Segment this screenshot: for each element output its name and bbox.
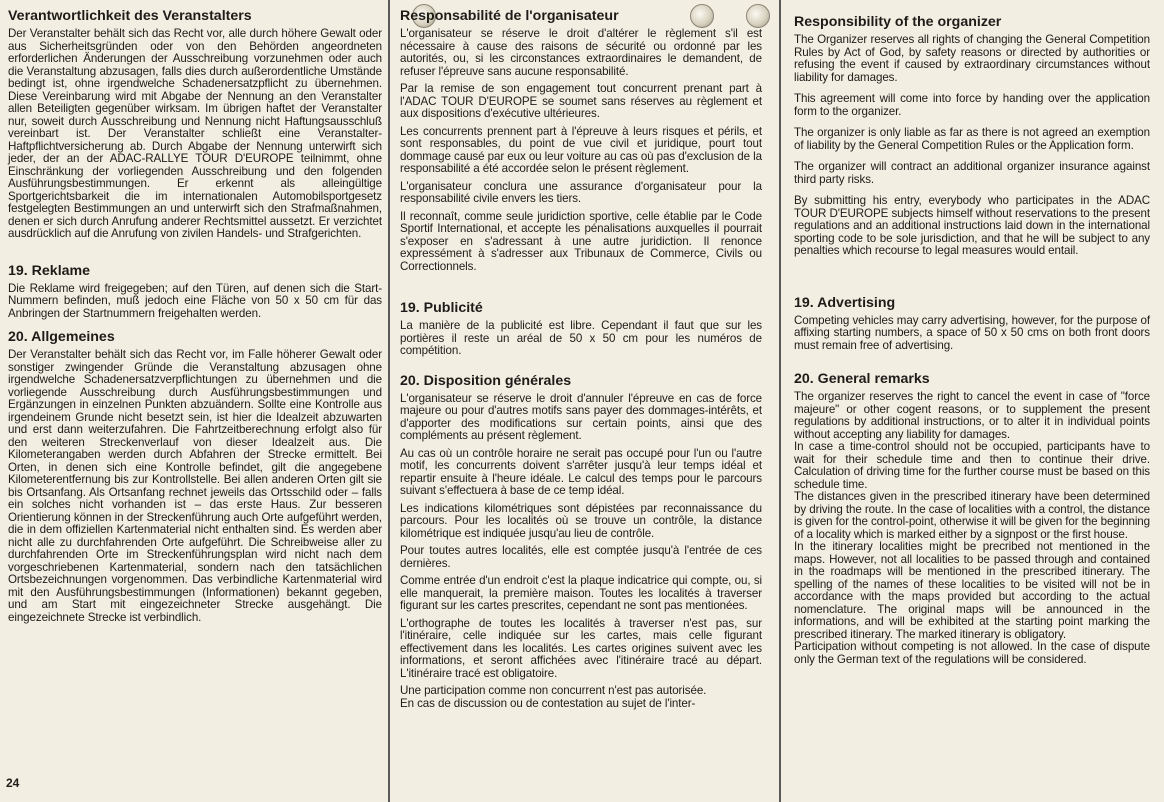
de-heading-general: 20. Allgemeines <box>8 329 115 345</box>
fr-general-p3: Les indications kilométriques sont dépistées par reconnaissance du parcours. Pour les localités où se trouve un contrôle, la distance kilométrique est indiquée jusqu'au lieu de contrôle. <box>400 501 762 540</box>
german-column <box>0 0 388 802</box>
fr-heading-advertising: 19. Publicité <box>400 300 483 316</box>
fr-responsibility-p5: Il reconnaît, comme seule juridiction sportive, celle établie par le Code Sportif International, et accepte les pénalisations auxquelles il pourrait s'exposer en s'adressant à une autre juridiction. Il renonce expressément à s'adresser aux Tribunaux de Commerce, Civils ou Correctionnels. <box>400 209 762 273</box>
en-heading-advertising: 19. Advertising <box>794 294 896 311</box>
fr-general-p5: Comme entrée d'un endroit c'est la plaque indicatrice qui compte, ou, si elle manquerait, la première maison. Toutes les localités à traverser figurant sur les cartes prescrites, cependant ne sont pas mentionées. <box>400 574 762 612</box>
fr-responsibility-p2: Par la remise de son engagement tout concurrent prenant part à l'ADAC TOUR D'EUROPE se soumet sans réserves au règlement et aux dispositions d'exécutive ultérieures. <box>400 82 762 120</box>
fr-responsibility-p3: Les concurrents prennent part à l'épreuve à leurs risques et périls, et sont responsables, du point de vue civil et juridique, pourt tout dommage causé par eux ou leur voiture au cas où pas d'exclusion de la responsabilité a été accordée selon le présent règlement. <box>400 124 762 175</box>
en-heading-general: 20. General remarks <box>794 371 930 387</box>
fr-advertising-text: La manière de la publicité est libre. Cependant il faut que sur les portières il reste un aréal de 50 x 50 cm pour les numéros de compétition. <box>400 319 762 357</box>
fr-responsibility-p4: L'organisateur conclura une assurance d'organisateur pour la responsabilité civile envers les tiers. <box>400 179 762 205</box>
de-advertising-text: Die Reklame wird freigegeben; auf den Türen, auf denen sich die Start-Nummern befinden, muß jedoch eine Fläche von 50 x 50 cm für das Anbringen der Startnummern freigehalten werden. <box>8 281 382 320</box>
en-general-p2: In case a time-control should not be occupied, participants have to wait for their schedule time and then to continue their drive. Calculation of driving time for the further course must be based on this schedule time. <box>794 440 1150 491</box>
english-column <box>780 0 1164 802</box>
en-responsibility-p5: By submitting his entry, everybody who participates in the ADAC TOUR D'EUROPE subjects himself without reservations to the present regulations and an additional instructions laid down in the international sporting code to be sole jurisdiction, and that he will be subject to any penalties which recourse to legal measures would entail. <box>794 194 1150 257</box>
de-heading-advertising: 19. Reklame <box>8 262 91 279</box>
en-general-p3: The distances given in the prescribed itinerary have been determined by driving the route. In the case of localities with a control, the distance is given for the control-point, otherwise it will be given for the beginning of a locality which is marked either by a signpost or the first house. <box>794 490 1150 541</box>
page-number: 24 <box>6 776 20 790</box>
fr-general-p2: Au cas où un contrôle horaire ne serait pas occupé pour l'un ou l'autre motif, les concurrents doivent s'arrêter jusqu'à leur temps idéal et repartir ensuite à l'heure idéale. Le calcul des temps pour le parcours suivant s'effectuera à base de ce temp idéal. <box>400 446 762 497</box>
fr-general-p1: L'organisateur se réserve le droit d'annuler l'épreuve en cas de force majeure ou pour d'autres motifs sans payer des dommages-intérêts, et d'apporter des modifications sur certain points, ainsi que des compléments au présent règlement. <box>400 391 762 442</box>
en-responsibility-p3: The organizer is only liable as far as there is not agreed an exemption of liability by the General Competition Rules or the Application form. <box>794 126 1150 152</box>
de-heading-responsibility: Verantwortlichkeit des Veranstalters <box>8 8 252 24</box>
fr-responsibility-p1: L'organisateur se réserve le droit d'altérer le règlement s'il est nécessaire à cause des raisons de sécurité ou ordonné par les autorités, ou, si les circonstances extraordinaires le demandent, de refuser l'épreuve sans aucune responsabilité. <box>400 27 762 78</box>
fr-general-p4: Pour toutes autres localités, elle est comptée jusqu'à l'entrée de ces dernières. <box>400 544 762 570</box>
en-general-p5: Participation without competing is not allowed. In the case of dispute only the German text of the regulations will be considered. <box>794 640 1150 666</box>
fr-general-p6: L'orthographe de toutes les localités à traverser n'est pas, sur l'itinéraire, celle indiquée sur les cartes, mais celle figurant effectivement dans les localités. Les cartes origines suivent avec les informations, et seront affichées avec l'itinéraire tracé au départ. L'itinéraire tracé est obligatoire. <box>400 616 762 680</box>
french-column <box>388 0 780 802</box>
en-general-p1: The organizer reserves the right to cancel the event in case of "force majeure" or other cogent reasons, or to supplement the present regulations by additional instructions, or to alter it in individual points without accepting any liability for damages. <box>794 390 1150 441</box>
fr-heading-responsibility: Responsabilité de l'organisateur <box>400 8 619 24</box>
en-responsibility-p1: The Organizer reserves all rights of changing the General Competition Rules by Act of God, by safety reasons or directed by authorities or refusing the event if caused by extraordinary circumstances without liability for damages. <box>794 33 1150 84</box>
de-general-text: Der Veranstalter behält sich das Recht vor, im Falle höherer Gewalt oder sonstiger zwingender Gründe die Veranstaltung abzusagen ohne irgendwelche Schadenersatzverpflichtungen zu übernehmen und die vorliegende Ausschreibung durch Ausführungsbestimmungen und Ergänzungen in einzelnen Punkten abzuändern. Sollte eine Kontrolle aus irgendeinem Grunde nicht besetzt sein, ist hier die Idealzeit abzuwarten und erst dann weiterzufahren. Die Fahrtzeitberechnung erfolgt also für den weiteren Streckenverlauf von dieser Idealzeit aus. Die Kilometerangaben werden durch Abfahren der Strecke ermittelt. Bei Orten, in denen sich eine Kontrolle befindet, gilt die angegebene Kilometerentfernung bis zur Kontrollstelle. Bei allen anderen Orten gilt sie bis Ortsanfang. Als Ortsanfang rechnet jeweils das Ortsschild oder – falls ein solches nicht vorhanden ist – das erste Haus. Zur besseren Orientierung können in der Streckenführung auch Orte aufgeführt werden, die in dem offiziellen Kartenmaterial nicht enthalten sind. Es werden aber nicht alle zu durchfahrenden Orte aufgeführt. Die Schreibweise aller zu durchfahrenden Orte im Streckenführungsplan wird nicht nach dem vorgeschriebenen Kartenmaterial, sondern nach den tatsächlichen Ortsbezeichnungen vorgenommen. Das verbindliche Kartenmaterial wird mit den Ausführungsbestimmungen (Informationen) bekannt gegeben, und am Start mit eingezeichneter Strecke ausgehängt. Die eingezeichnete Strecke ist verbindlich. <box>8 348 382 624</box>
en-general-p4: In the itinerary localities might be precribed not mentioned in the maps. However, not all localities to be passed through and contained in the roadmaps will be mentioned in the prescribed itinerary. The spelling of the names of these localities to be visited will not be in accordance with the maps provided but according to the actual nomenclature. The original maps will be announced in the informations, and will be exhibited at the starting point marking the prescribed itinerary. The marked itinerary is obligatory. <box>794 540 1150 641</box>
en-heading-responsibility: Responsibility of the organizer <box>794 14 1002 30</box>
en-responsibility-p2: This agreement will come into force by handing over the application form to the organizer. <box>794 92 1150 118</box>
fr-general-p7: Une participation comme non concurrent n'est pas autorisée. <box>400 684 707 697</box>
fr-heading-general: 20. Disposition générales <box>400 372 572 389</box>
de-responsibility-text: Der Veranstalter behält sich das Recht vor, alle durch höhere Gewalt oder aus Sicherheitsgründen oder von den Behörden angeordneten erforderlichen Änderungen der Ausschreibung vorzunehmen oder auch die Veranstaltung abzusagen, falls dies durch außerordentliche Umstände bedingt ist, ohne irgendwelche Schadenersatzpflicht zu übernehmen. Diese Vereinbarung wird mit Abgabe der Nennung an den Veranstalter allen Beteiligten gegenüber wirksam. Im übrigen haftet der Veranstalter nur, soweit durch Ausschreibung und Nennung nicht Haftungsausschluß vereinbart ist. Der Veranstalter schließt eine Veranstalter-Haftpflichtversicherung ab. Durch Abgabe der Nennung unterwirft sich jeder, der an der ADAC-RALLYE TOUR D'EUROPE teilnimmt, ohne Einschränkung der vorliegenden Ausschreibung und den folgenden Ausführungsbestimmungen. Er erkennt als alleingültige Sportgerichtsbarkeit die im internationalen Automobilsportgesetz festgelegten Bestimmungen an und unterwirft sich den Strafmaßnahmen, denen er sich durch Anrufung anderer Rechtsmittel aussetzt. Er verzichtet ausdrücklich auf die Anrufung von zivilen Handels- und Strafgerichten. <box>8 27 382 240</box>
en-advertising-text: Competing vehicles may carry advertising, however, for the purpose of affixing starting numbers, a space of 50 x 50 cms on both front doors must remain free of advertising. <box>794 313 1150 352</box>
fr-general-p8: En cas de discussion ou de contestation au sujet de l'inter- <box>400 696 696 710</box>
en-responsibility-p4: The organizer will contract an additional organizer insurance against third party risks. <box>794 160 1150 186</box>
